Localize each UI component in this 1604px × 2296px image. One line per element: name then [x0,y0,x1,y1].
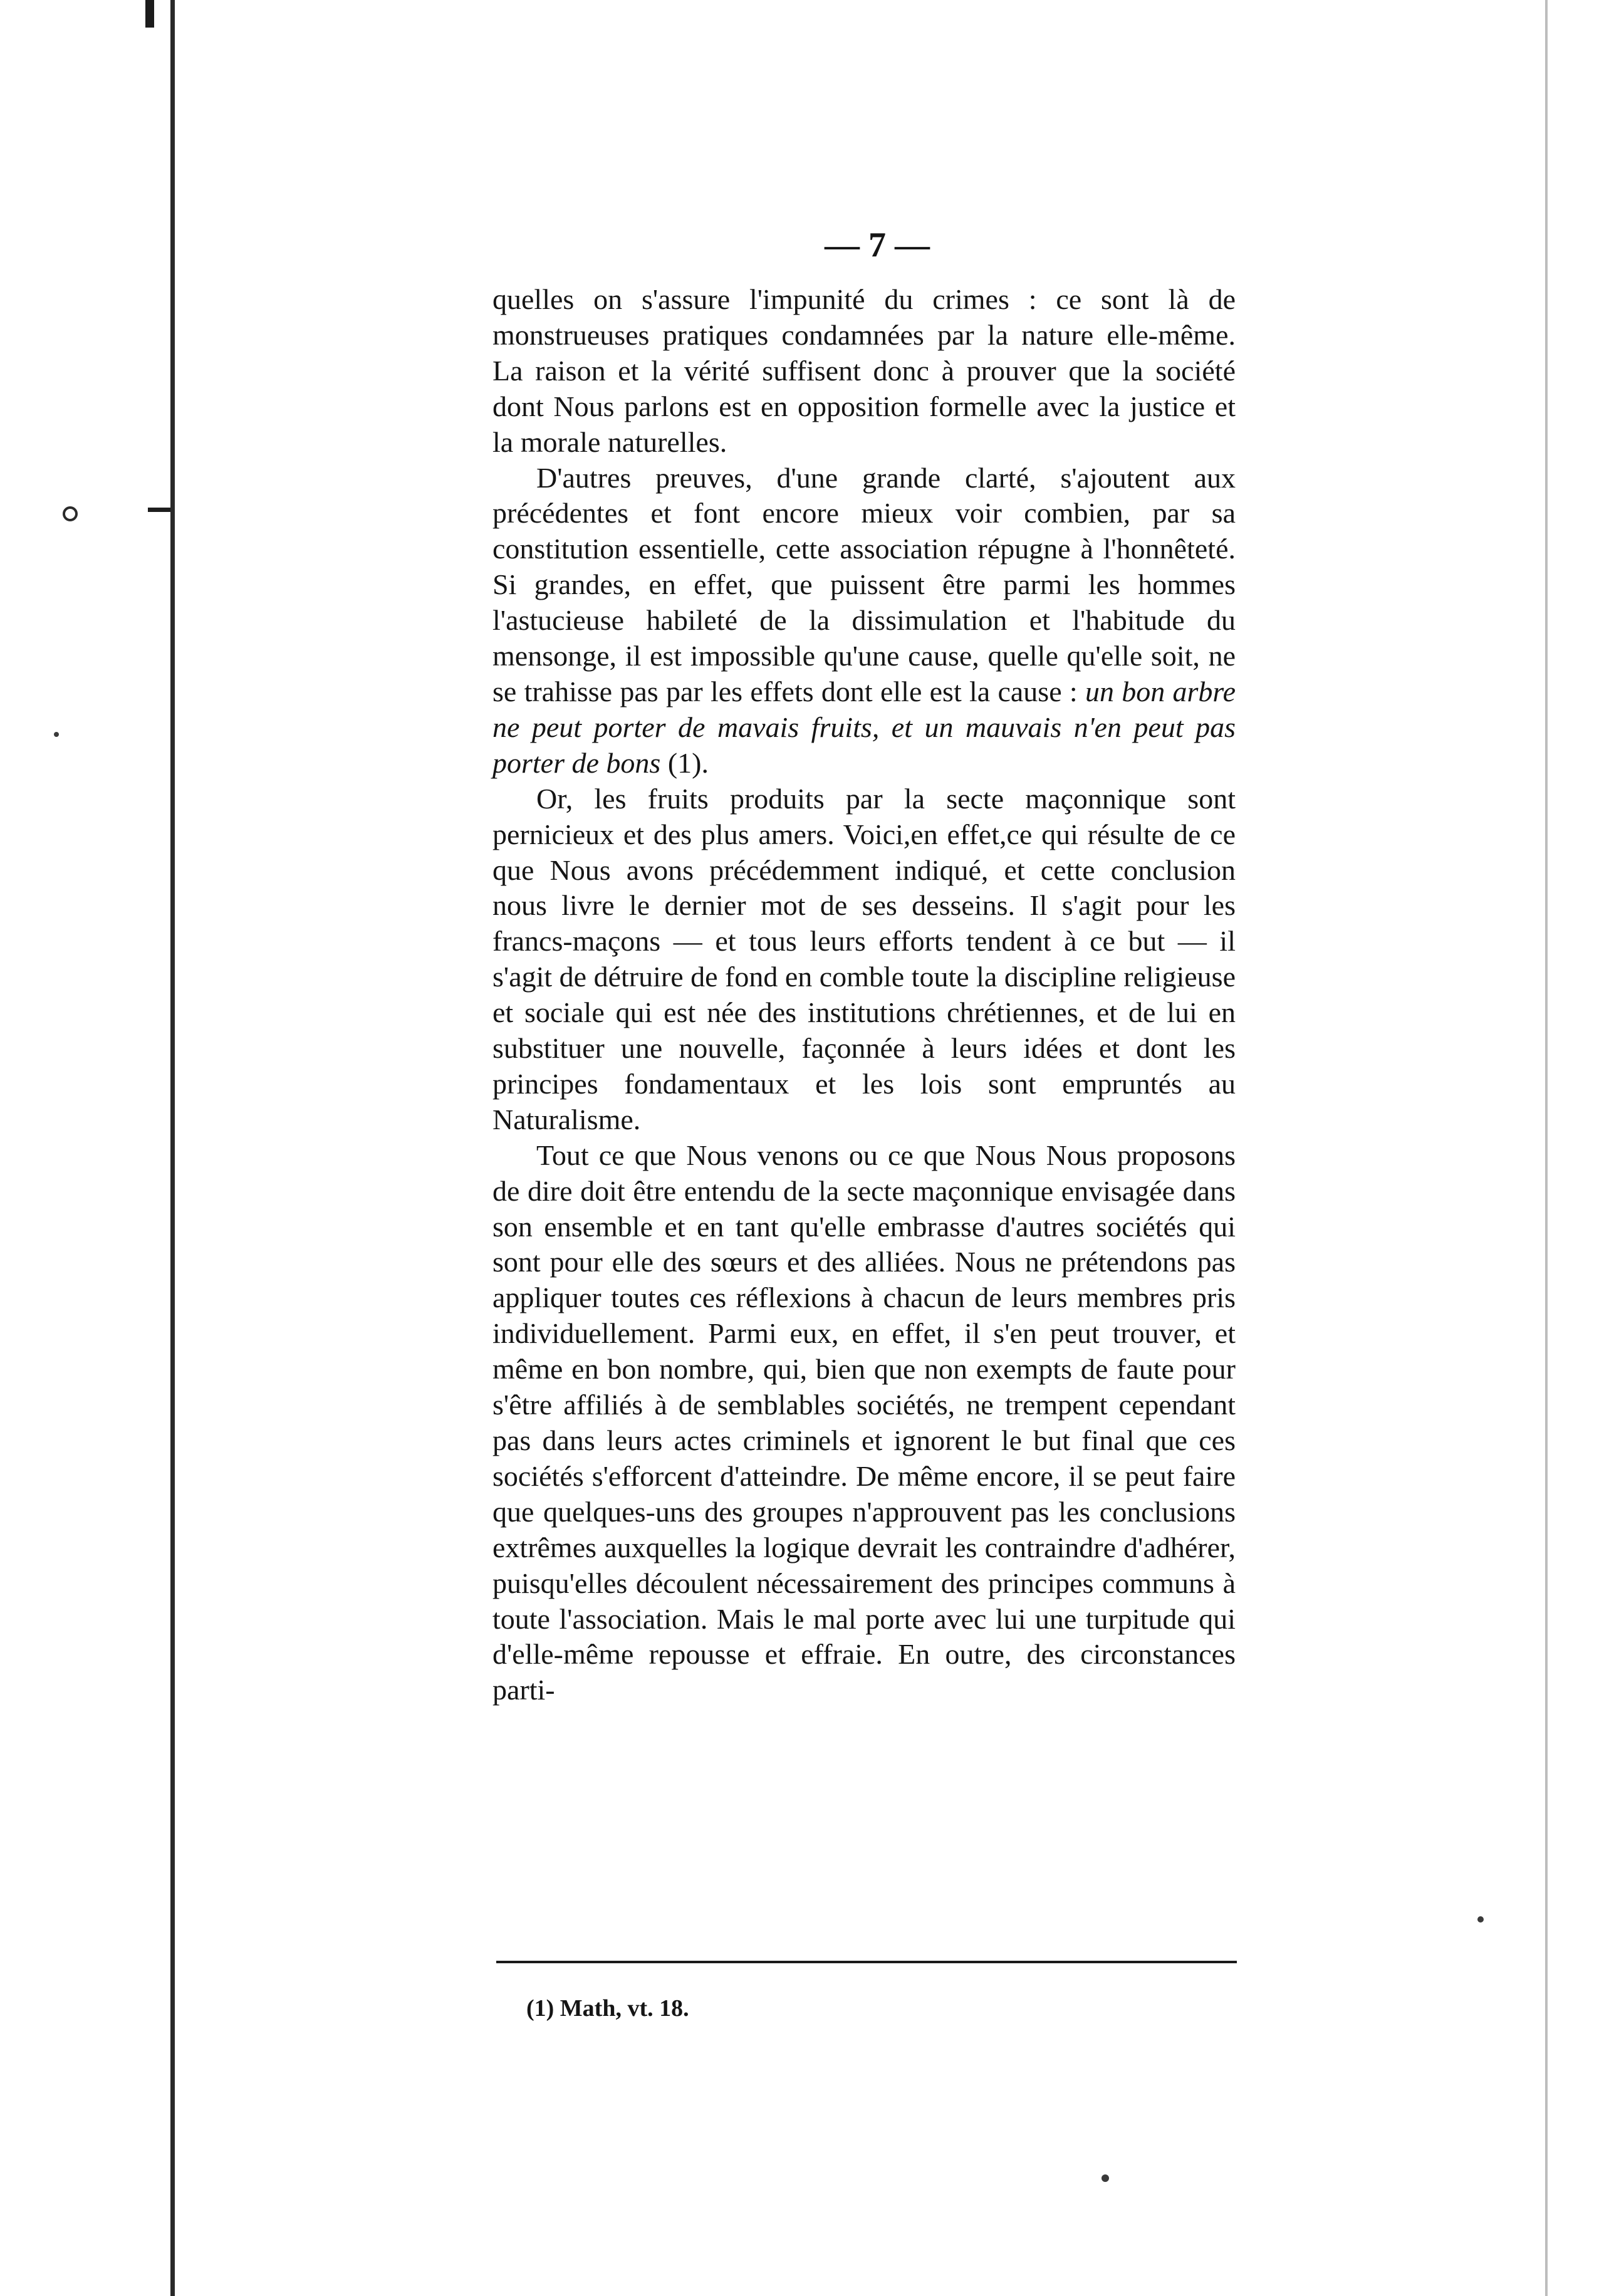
paragraph: Tout ce que Nous venons ou ce que Nous Nous proposons de dire doit être entendu de la secte maçonnique envisagée dans son ensemble et en tant qu'elle embrasse d'autres sociétés qui sont pour elle des sœurs et des alliées. Nous ne prétendons pas appliquer toutes ces réflexions à chacun de leurs membres pris individuellement. Parmi eux, en effet, il s'en peut trouver, et même en bon nombre, qui, bien que non exempts de faute pour s'être affiliés à de semblables sociétés, ne trempent cependant pas dans leurs actes criminels et ignorent le but final que ces sociétés s'efforcent d'atteindre. De même encore, il se peut faire que quelques-uns des groupes n'approuvent pas les conclusions extrêmes auxquelles la logique devrait les contraindre d'adhérer, puisqu'elles découlent nécessairement des principes communs à toute l'association. Mais le mal porte avec lui une turpitude qui d'elle-même repousse et effraie. En outre, des circonstances parti- [492,1139,1236,1706]
margin-speck [1477,1916,1484,1923]
margin-speck [54,732,59,737]
paragraph-text: D'autres preuves, d'une grande clarté, s'ajoutent aux précédentes et font encore mieux voir combien, par sa constitution essentielle, cette association répugne à l'honnêteté. Si grandes, en effet, que puissent être parmi les hommes l'astucieuse habileté de la dissimulation et l'habitude du mensonge, il est impossible qu'une cause, quelle qu'elle soit, ne se trahisse pas par les effets dont elle est la cause : [492,461,1236,707]
scan-top-mark [145,0,154,28]
footnote-reference: (1). [660,746,709,779]
paragraph-quote: un bon arbre ne peut porter de mavais fruits, et un mauvais n'en peut pas porter de bons [492,675,1236,779]
margin-tick-mark [148,508,170,512]
scan-left-edge [170,0,175,2296]
margin-circle-mark [63,506,78,521]
footnote: (1) Math, vt. 18. [526,1995,689,2022]
margin-speck [1101,2174,1109,2182]
paragraph: quelles on s'assure l'impunité du crimes : ce sont là de monstrueuses pratiques condamnées par la nature elle-même. La raison et la vérité suffisent donc à prouver que la société dont Nous parlons est en opposition formelle avec la justice et la morale naturelles. [492,283,1236,458]
paragraph: Or, les fruits produits par la secte maçonnique sont pernicieux et des plus amers. Voici,en effet,ce qui résulte de ce que Nous avons précédemment indiqué, et cette conclusion nous livre le dernier mot de ses desseins. Il s'agit pour les francs-maçons — et tous leurs efforts tendent à ce but — il s'agit de détruire de fond en comble toute la discipline religieuse et sociale qui est née des institutions chrétiennes, et de lui en substituer une nouvelle, façonnée à leurs idées et dont les principes fondamentaux et les lois sont empruntés au Naturalisme. [492,782,1236,1135]
footnote-rule [496,1961,1237,1963]
scan-right-edge [1545,0,1548,2296]
body-text [492,282,1236,1708]
page-number: — 7 — [825,226,930,264]
paragraph [492,461,1236,781]
